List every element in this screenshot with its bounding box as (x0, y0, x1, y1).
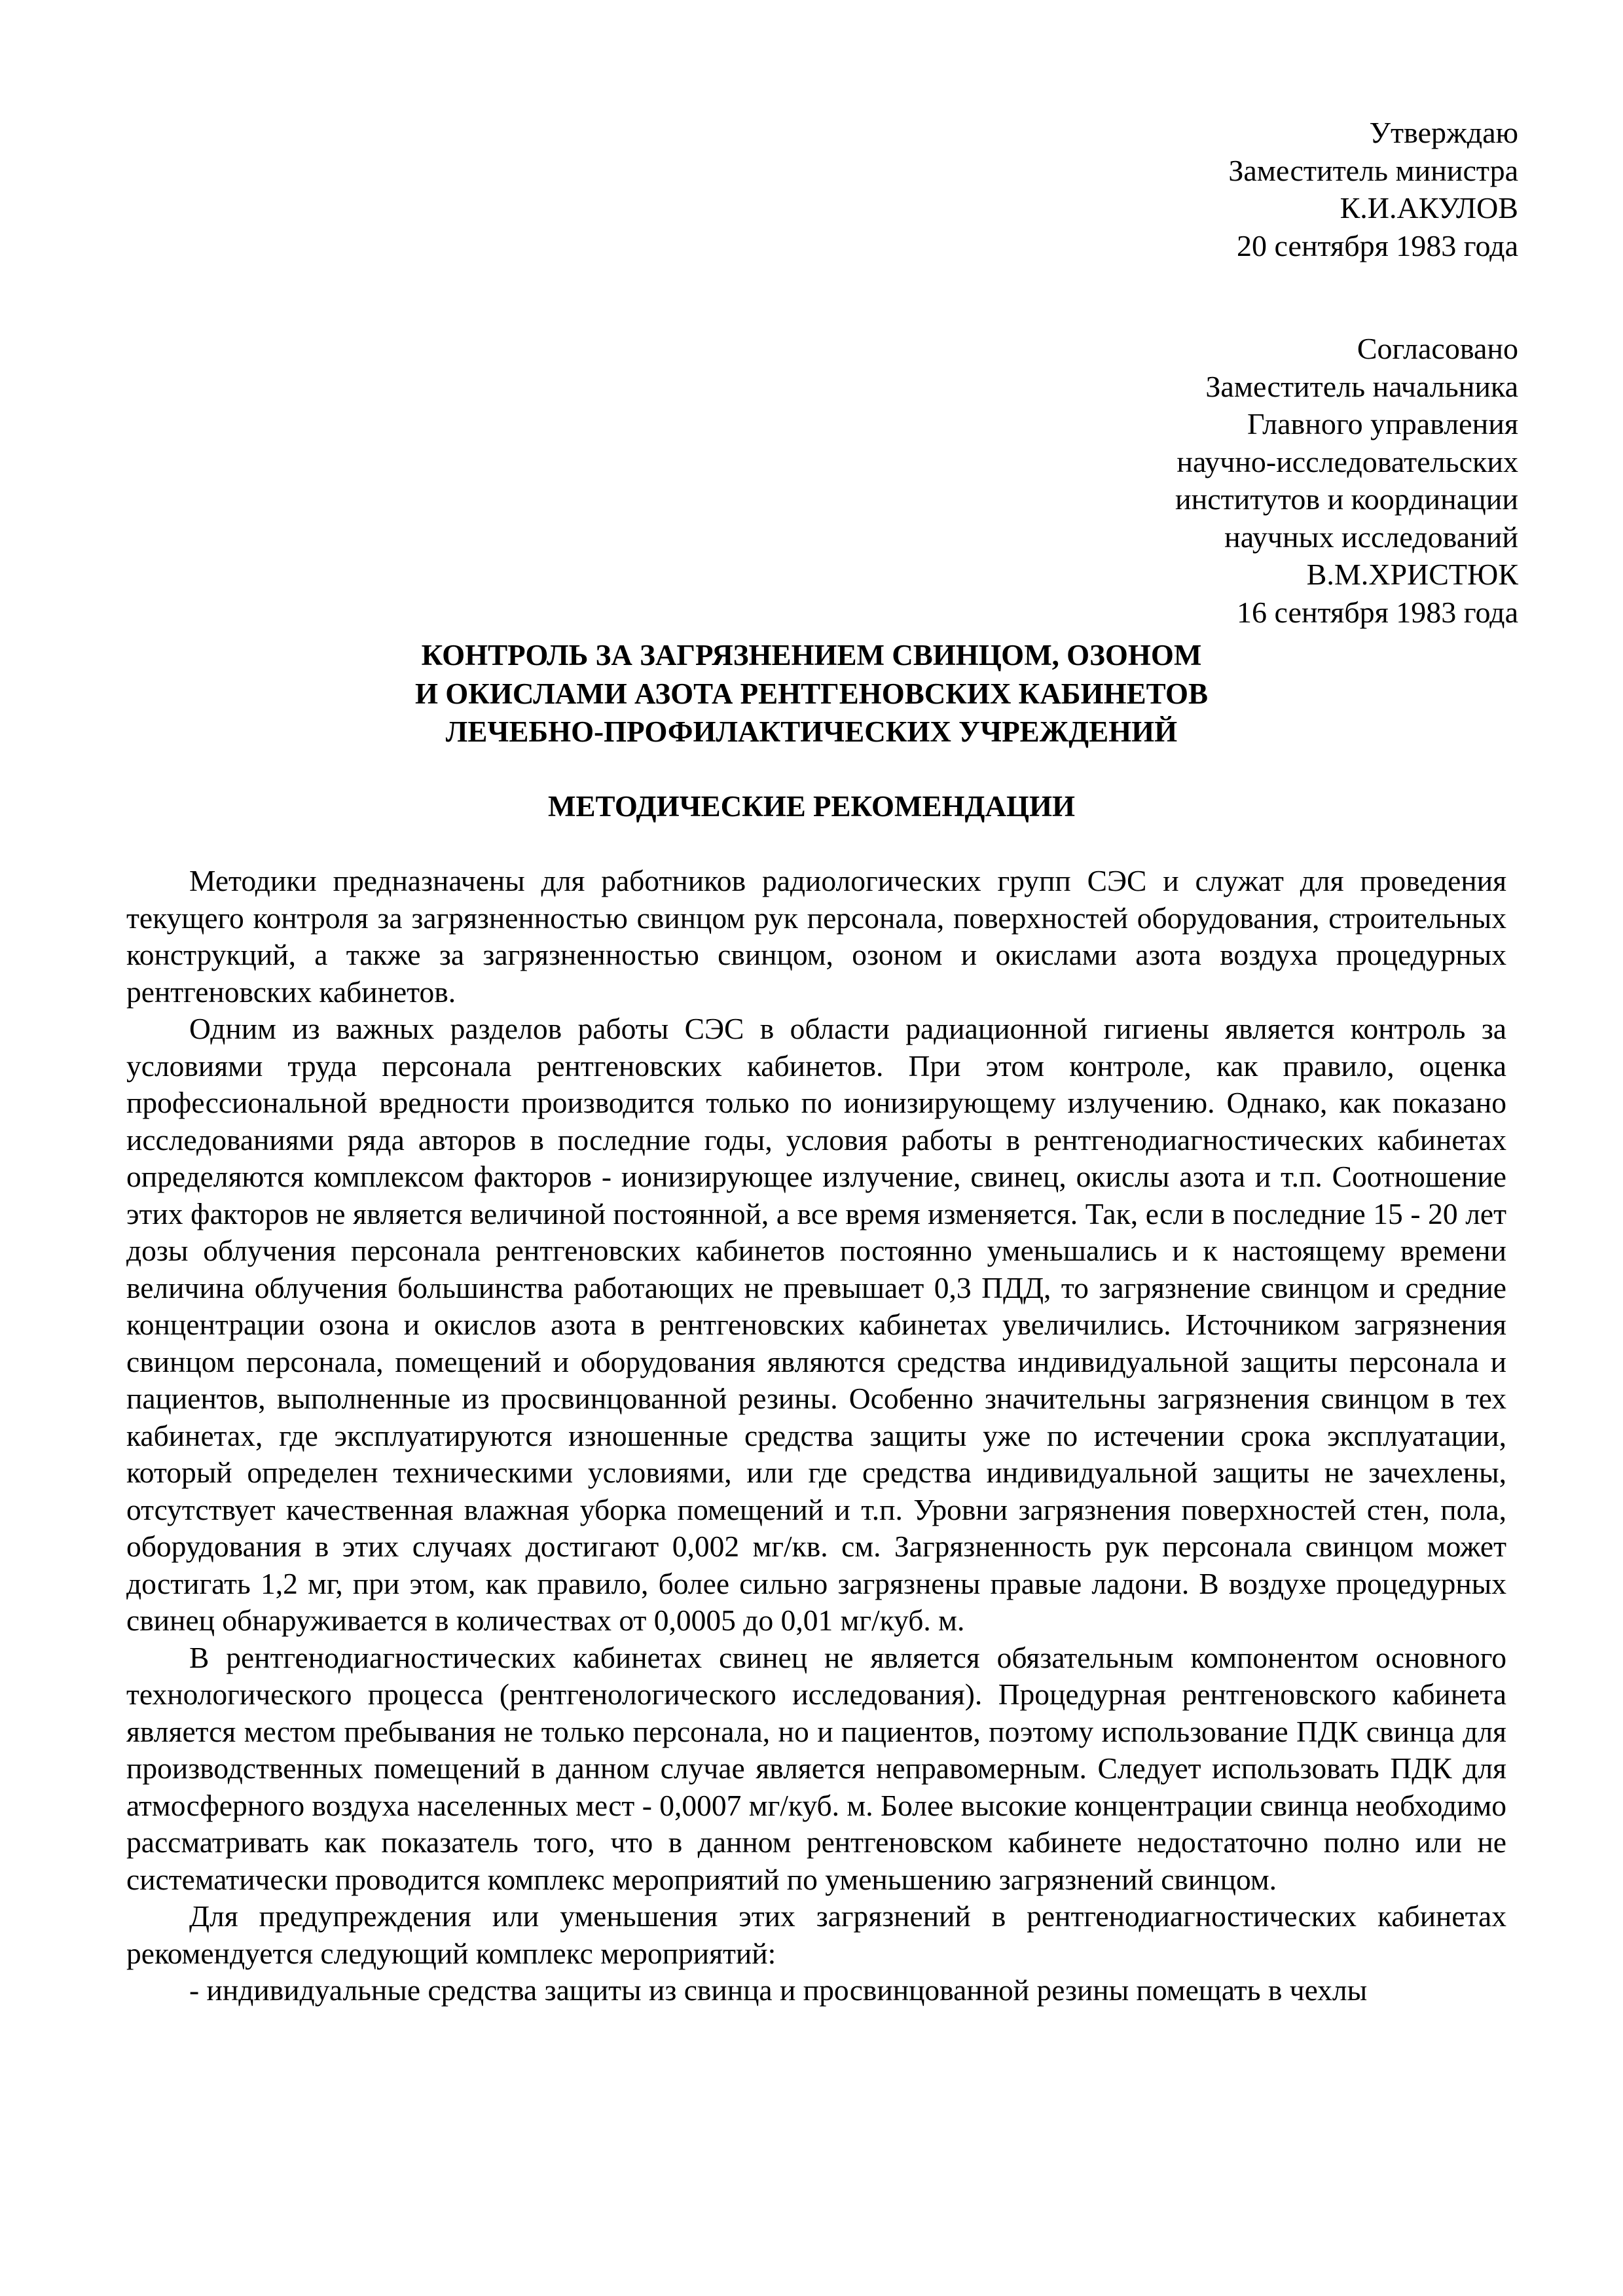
paragraph-measures-intro: Для предупреждения или уменьшения этих загрязнений в рентгенодиагностических кабинетах рекомендуется следующий комплекс мероприятий: (126, 1899, 1506, 1970)
agreed-heading: Согласовано (1357, 332, 1518, 365)
approved-date: 20 сентября 1983 года (1237, 228, 1518, 262)
title-line-1: КОНТРОЛЬ ЗА ЗАГРЯЗНЕНИЕМ СВИНЦОМ, ОЗОНОМ (421, 639, 1202, 672)
approved-heading: Утверждаю (1369, 116, 1518, 149)
agreed-block (733, 330, 1518, 631)
agreed-position-line-4: институтов и координации (1175, 482, 1518, 516)
agreed-position-line-1: Заместитель начальника (1205, 369, 1518, 403)
agreed-position-line-3: научно-исследовательских (1176, 444, 1518, 478)
title-line-2: И ОКИСЛАМИ АЗОТА РЕНТГЕНОВСКИХ КАБИНЕТОВ (414, 677, 1209, 710)
paragraph-norms: В рентгенодиагностических кабинетах свинец не является обязательным компонентом основного технологического процесса (рентгенологического исследования). Процедурная рентгеновского кабинета является местом пребывания не только персонала, но и пациентов, поэтому использование ПДК свинца для производственных помещений в данном случае является неправомерным. Следует использовать ПДК для атмосферного воздуха населенных мест - 0,0007 мг/куб. м. Более высокие концентрации свинца необходимо рассматривать как показатель того, что в данном рентгеновском кабинете недостаточно полно или не систематически проводится комплекс мероприятий по уменьшению загрязнений свинцом. (126, 1640, 1506, 1896)
approval-stamps (733, 114, 1518, 631)
approved-position: Заместитель министра (1228, 153, 1518, 187)
approved-signatory: К.И.АКУЛОВ (1340, 191, 1518, 224)
agreed-date: 16 сентября 1983 года (1237, 595, 1518, 629)
agreed-position-line-2: Главного управления (1247, 407, 1518, 440)
approved-block (733, 114, 1518, 264)
paragraph-measure-item: - индивидуальные средства защиты из свинца и просвинцованной резины помещать в чехлы (189, 1973, 1368, 2007)
document-title (0, 636, 1623, 751)
paragraph-background: Одним из важных разделов работы СЭС в области радиационной гигиены является контроль за условиями труда персонала рентгеновских кабинетов. При этом контроле, как правило, оценка профессиональной вредности производится только по ионизирующему излучению. Однако, как показано исследованиями ряда авторов в последние годы, условия работы в рентгенодиагностических кабинетах определяются комплексом факторов - ионизирующее излучение, свинец, окислы азота и т.п. Соотношение этих факторов не является величиной постоянной, а все время изменяется. Так, если в последние 15 - 20 лет дозы облучения персонала рентгеновских кабинетов постоянно уменьшались и к настоящему времени величина облучения большинства работающих не превышает 0,3 ПДД, то загрязнение свинцом и средние концентрации озона и окислов азота в рентгеновских кабинетах увеличились. Источником загрязнения свинцом персонала, помещений и оборудования являются средства индивидуальной защиты персонала и пациентов, выполненные из просвинцованной резины. Особенно значительны загрязнения свинцом в тех кабинетах, где эксплуатируются изношенные средства защиты уже по истечении срока эксплуатации, который определен техническими условиями, или где средства индивидуальной защиты не зачехлены, отсутствует качественная влажная уборка помещений и т.п. Уровни загрязнения поверхностей стен, пола, оборудования в этих случаях достигают 0,002 мг/кв. см. Загрязненность рук персонала свинцом может достигать 1,2 мг, при этом, как правило, более сильно загрязнены правые ладони. В воздухе процедурных свинец обнаруживается в количествах от 0,0005 до 0,01 мг/куб. м. (126, 1012, 1506, 1637)
agreed-position-line-5: научных исследований (1224, 520, 1518, 554)
document-subtitle: МЕТОДИЧЕСКИЕ РЕКОМЕНДАЦИИ (547, 790, 1076, 823)
title-line-3: ЛЕЧЕБНО-ПРОФИЛАКТИЧЕСКИХ УЧРЕЖДЕНИЙ (445, 715, 1178, 748)
body-text (126, 863, 1506, 2009)
agreed-signatory: В.М.ХРИСТЮК (1306, 558, 1518, 591)
paragraph-purpose: Методики предназначены для работников радиологических групп СЭС и служат для проведения текущего контроля за загрязненностью свинцом рук персонала, поверхностей оборудования, строительных конструкций, а также за загрязненностью свинцом, озоном и окислами азота воздуха процедурных рентгеновских кабинетов. (126, 864, 1506, 1009)
